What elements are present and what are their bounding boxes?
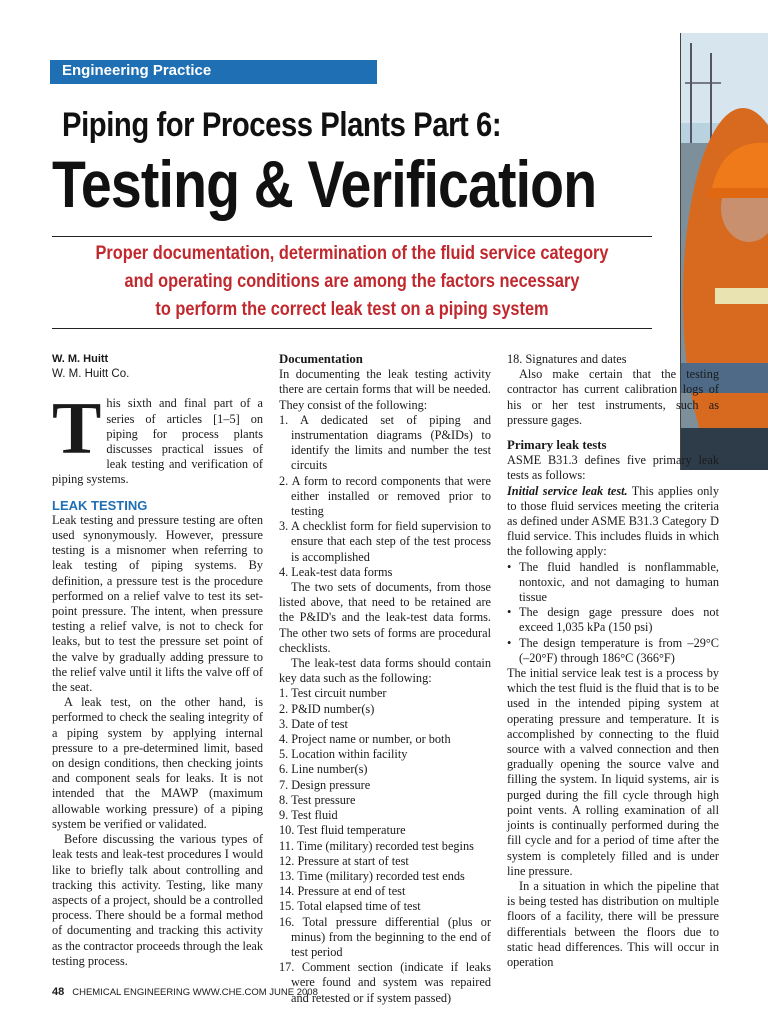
list-item: 11. Time (military) recorded test begins — [279, 838, 474, 853]
list-item: 3. Date of test — [279, 716, 348, 731]
list-item: 4. Leak-test data forms — [279, 564, 393, 579]
bullet-icon: • — [507, 605, 512, 620]
article-title-line1: Piping for Process Plants Part 6: — [62, 106, 502, 144]
list-item: 2. A form to record components that were either installed or removed prior to testing — [279, 473, 491, 519]
section-label: Engineering Practice — [50, 60, 377, 84]
term-definition: This applies only to those fluid services meeting the criteria as defined under ASME B31.3 Category D fluid service. This includes fluids in which the following apply: — [507, 483, 719, 559]
author-name: W. M. Huitt — [52, 353, 109, 365]
body-paragraph: Also make certain that the testing contractor has current calibration logs of his or her test instruments, such as pressure gages. — [507, 367, 719, 427]
list-item — [507, 560, 719, 606]
article-title-line2: Testing & Verification — [52, 147, 597, 221]
list-item: 7. Design pressure — [279, 777, 371, 792]
article-deck — [52, 240, 652, 324]
list-item: 3. A checklist form for field supervision to ensure that each step of the test process is accomplished — [279, 519, 491, 564]
list-item: 9. Test fluid — [279, 808, 338, 823]
author-organization: W. M. Huitt Co. — [52, 368, 130, 381]
list-item: 8. Test pressure — [279, 792, 356, 807]
body-paragraph: ASME B31.3 defines five primary leak tests as follows: — [507, 453, 719, 483]
column-2 — [279, 352, 491, 1006]
bullet-icon: • — [507, 635, 512, 650]
intro-paragraph — [52, 388, 263, 487]
data-items-list-continued — [507, 352, 719, 367]
intro-text: his sixth and final part of a series of articles [1–5] on piping for process plants discusses practical issues of leak testing and verification of piping systems. — [52, 396, 263, 487]
list-item: 1. A dedicated set of piping and instrumentation diagrams (P&IDs) to identify the limits and number the test circuits — [279, 412, 491, 473]
drop-cap: T — [52, 388, 102, 471]
list-item-text: The design temperature is from –29°C (–20°F) through 186°C (366°F) — [519, 635, 719, 665]
body-paragraph: The leak-test data forms should contain key data such as the following: — [279, 656, 491, 686]
body-paragraph — [507, 484, 719, 560]
list-item: 17. Comment section (indicate if leaks were found and system was repaired and retested or if system passed) — [279, 960, 491, 1005]
deck-line: and operating conditions are among the factors necessary — [124, 271, 580, 292]
list-item — [507, 605, 719, 635]
list-item: 2. P&ID number(s) — [279, 701, 375, 716]
body-paragraph: In documenting the leak testing activity there are certain forms that will be needed. They consist of the following: — [279, 367, 491, 412]
section-heading-leak-testing: LEAK TESTING — [52, 497, 148, 513]
deck-line: to perform the correct leak test on a piping system — [155, 299, 549, 320]
deck-top-rule — [52, 236, 652, 237]
body-paragraph: A leak test, on the other hand, is performed to check the sealing integrity of a piping system by applying internal pressure to a pre-determined limit, based on design conditions, then checking joints and component seals for leaks. It is not intended that the MAWP (maximum allowable working pressure) of a piping system be verified or validated. — [52, 695, 263, 831]
page-number: 48 — [52, 986, 65, 998]
page-footer — [52, 986, 318, 998]
list-item-text: The fluid handled is nonflammable, nontoxic, and not damaging to human tissue — [519, 559, 719, 605]
list-item: 5. Location within facility — [279, 747, 408, 762]
body-paragraph: Leak testing and pressure testing are often used synonymously. However, pressure testing is a misnomer when referring to leak testing of piping systems. By definition, a pressure test is the procedure performed on a relief valve to test its set-point pressure. The intent, when pressure testing a relief valve, is not to check for leaks, but to test the pressure set point of the valve by gradually adding pressure to the relief valve until it lifts the valve off of the seat. — [52, 512, 263, 695]
data-items-list — [279, 686, 491, 1005]
body-paragraph: The initial service leak test is a process by which the test fluid is the fluid that is to be used in the intended piping system at operating pressure and temperature. It is accomplished by connecting to the fluid source with a valved connection and then gradually opening the source valve and filling the system. In liquid systems, air is purged during the fill cycle through high point vents. A rolling examination of all joints is continually performed during the fill cycle and for a period of time after the system is completely filled and is under line pressure. — [507, 666, 719, 878]
deck-line: Proper documentation, determination of the fluid service category — [95, 243, 609, 264]
column-1 — [52, 352, 263, 969]
term-initial-service-leak-test: Initial service leak test. — [507, 483, 628, 498]
body-paragraph: Before discussing the various types of leak tests and leak-test procedures I would like to briefly talk about controlling and tracking this activity. Testing, like many aspects of a project, should be a controlled process. There should be a formal method of documenting and tracking this activity as the contractor proceeds through the leak testing process. — [52, 832, 264, 968]
list-item: 6. Line number(s) — [279, 762, 368, 777]
list-item: 13. Time (military) recorded test ends — [279, 868, 465, 883]
forms-list — [279, 413, 491, 580]
list-item-text: The design gage pressure does not exceed 1,035 kPa (150 psi) — [519, 605, 719, 635]
list-item: 14. Pressure at end of test — [279, 884, 406, 899]
list-item: 12. Pressure at start of test — [279, 853, 409, 868]
column-3 — [507, 352, 719, 970]
criteria-list — [507, 560, 719, 666]
deck-bottom-rule — [52, 328, 652, 329]
list-item: 15. Total elapsed time of test — [279, 899, 421, 914]
list-item: 4. Project name or number, or both — [279, 732, 451, 747]
subheading-documentation: Documentation — [279, 352, 363, 366]
body-paragraph: In a situation in which the pipeline that is being tested has distribution on multiple floors of a facility, there will be pressure differentials between the floors due to static head differences. This will occur in operation — [507, 878, 719, 969]
list-item: 18. Signatures and dates — [507, 352, 627, 366]
list-item: 16. Total pressure differential (plus or minus) from the beginning to the end of test period — [279, 914, 491, 959]
body-paragraph: The two sets of documents, from those listed above, that need to be retained are the P&ID's and the leak-test data forms. The other two sets of forms are procedural checklists. — [279, 580, 491, 655]
list-item — [507, 636, 719, 666]
footer-publication: CHEMICAL ENGINEERING WWW.CHE.COM JUNE 2008 — [72, 987, 318, 998]
list-item: 10. Test fluid temperature — [279, 823, 406, 838]
subheading-primary-leak-tests: Primary leak tests — [507, 438, 607, 453]
list-item: 1. Test circuit number — [279, 686, 387, 701]
bullet-icon: • — [507, 559, 512, 574]
